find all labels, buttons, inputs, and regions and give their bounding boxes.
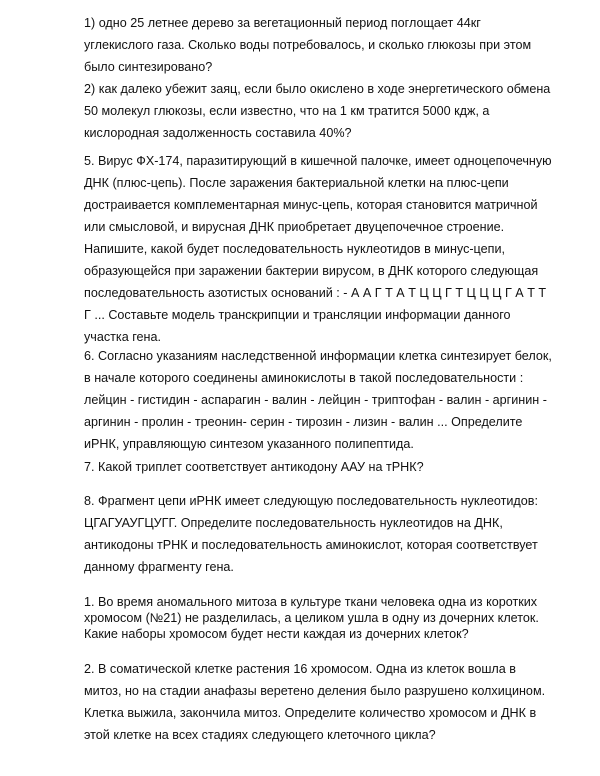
text-line: данному фрагменту гена.	[84, 560, 234, 574]
text-line: ЦГАГУАУГЦУГГ. Определите последовательность нуклеотидов на ДНК,	[84, 516, 503, 530]
text-line: хромосом (№21) не разделилась, а целиком ушла в одну из дочерних клеток.	[84, 611, 539, 625]
text-line: этой клетке на всех стадиях следующего клеточного цикла?	[84, 728, 436, 742]
text-line: 2) как далеко убежит заяц, если было окислено в ходе энергетического обмена	[84, 82, 551, 96]
text-line: 7. Какой триплет соответствует антикодону ААУ на тРНК?	[84, 460, 424, 474]
text-line: было синтезировано?	[84, 60, 213, 74]
text-line: митоз, но на стадии анафазы веретено деления было разрушено колхицином.	[84, 684, 546, 698]
mitosis-task-1	[84, 594, 564, 642]
task-6	[84, 345, 564, 455]
text-line: Напишите, какой будет последовательность нуклеотидов в минус-цепи,	[84, 242, 505, 256]
text-line: 1. Во время аномального митоза в культуре ткани человека одна из коротких	[84, 595, 538, 609]
text-line: или смысловой, и вирусная ДНК приобретает двуцепочечное строение.	[84, 220, 505, 234]
text-line: 6. Согласно указаниям наследственной информации клетка синтезирует белок,	[84, 349, 552, 363]
text-line: Какие наборы хромосом будет нести каждая из дочерних клеток?	[84, 627, 469, 641]
mitosis-task-2	[84, 658, 564, 746]
tasks-1-2	[84, 12, 564, 144]
text-line: антикодоны тРНК и последовательность аминокислот, которая соответствует	[84, 538, 538, 552]
text-line: 5. Вирус ФХ-174, паразитирующий в кишечной палочке, имеет одноцепочечную	[84, 154, 552, 168]
text-line: 50 молекул глюкозы, если известно, что на 1 км тратится 5000 кдж, а	[84, 104, 490, 118]
text-line: аргинин - пролин - треонин- серин - тирозин - лизин - валин ... Определите	[84, 415, 523, 429]
text-line: образующейся при заражении бактерии вирусом, в ДНК которого следующая	[84, 264, 539, 278]
text-line: в начале которого соединены аминокислоты в такой последовательности :	[84, 371, 524, 385]
text-line: ДНК (плюс-цепь). После заражения бактериальной клетки на плюс-цепи	[84, 176, 509, 190]
text-line: участка гена.	[84, 330, 161, 344]
task-7	[84, 456, 564, 478]
text-line: кислородная задолженность составила 40%?	[84, 126, 352, 140]
text-line: 2. В соматической клетке растения 16 хромосом. Одна из клеток вошла в	[84, 662, 516, 676]
task-8	[84, 490, 564, 578]
text-line: Клетка выжила, закончила митоз. Определите количество хромосом и ДНК в	[84, 706, 537, 720]
text-line: последовательность азотистых оснований : - А А Г Т А Т Ц Ц Г Т Ц Ц Ц Г А Т Т	[84, 286, 547, 300]
text-line: иРНК, управляющую синтезом указанного полипептида.	[84, 437, 414, 451]
task-5	[84, 150, 564, 348]
text-line: Г ... Составьте модель транскрипции и трансляции информации данного	[84, 308, 511, 322]
text-line: лейцин - гистидин - аспарагин - валин - лейцин - триптофан - валин - аргинин -	[84, 393, 547, 407]
text-line: достраивается комплементарная минус-цепь, которая становится матричной	[84, 198, 538, 212]
text-line: углекислого газа. Сколько воды потребовалось, и сколько глюкозы при этом	[84, 38, 532, 52]
text-line: 1) одно 25 летнее дерево за вегетационный период поглощает 44кг	[84, 16, 481, 30]
text-line: 8. Фрагмент цепи иРНК имеет следующую последовательность нуклеотидов:	[84, 494, 538, 508]
